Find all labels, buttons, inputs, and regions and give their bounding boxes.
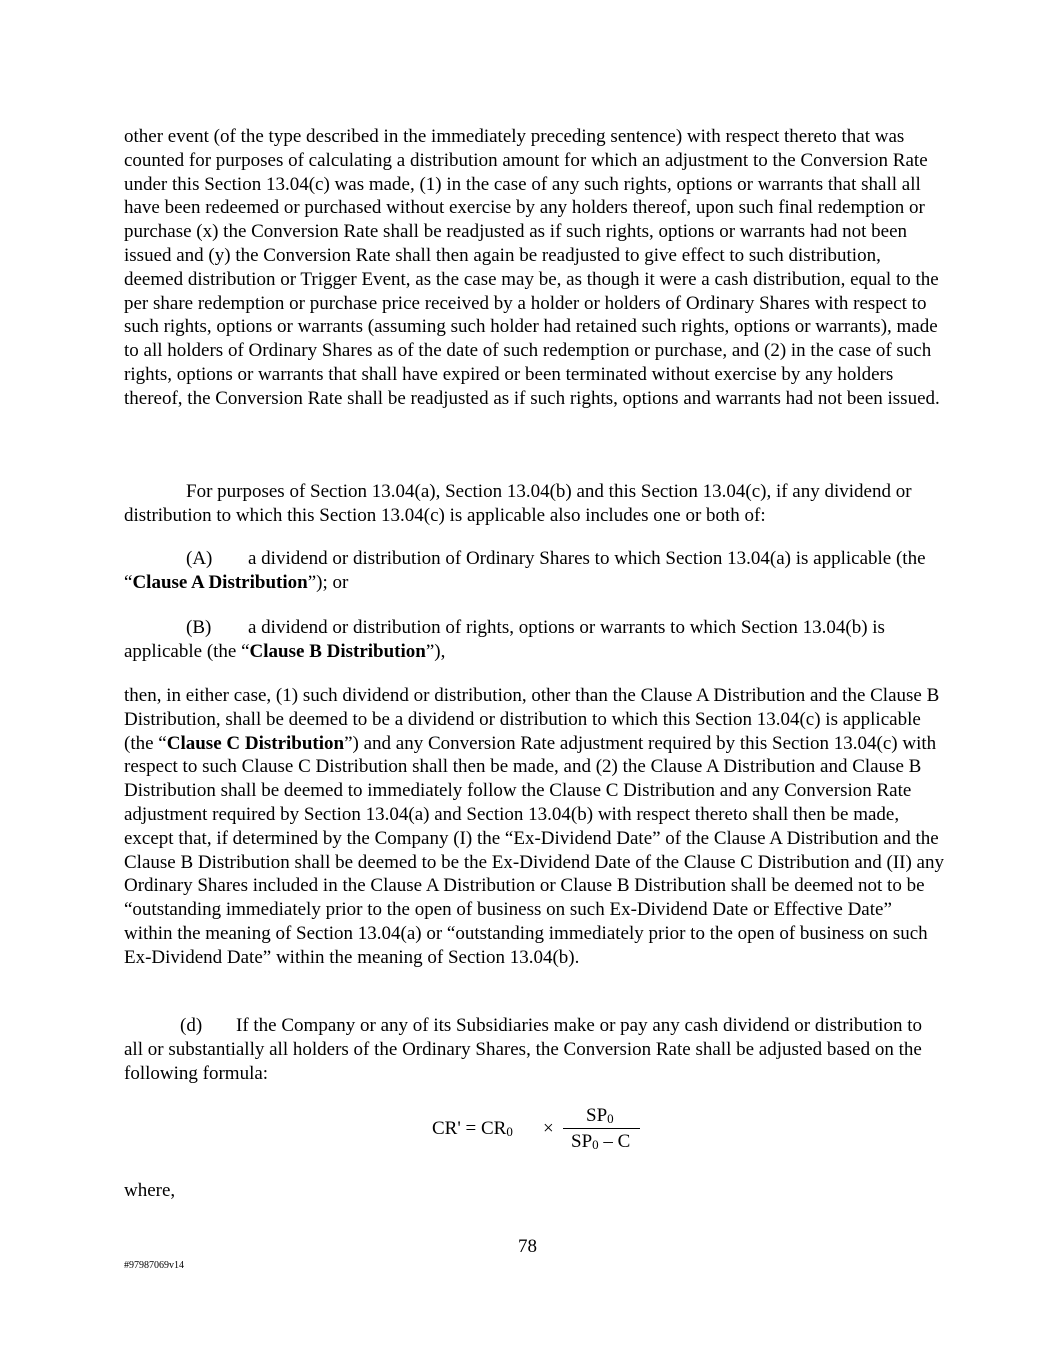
page-number: 78 (518, 1236, 537, 1257)
clause-a-label: (A) (186, 548, 213, 569)
formula-lhs-subscript: 0 (506, 1124, 513, 1139)
document-id: #97987069v14 (124, 1260, 184, 1271)
formula-fraction-bar (563, 1128, 640, 1129)
clause-b-text-end: ”), (425, 640, 446, 662)
clause-c-text: then, in either case, (1) such dividend or distribution, other than the Clause A Distribution and the Clause B Distribution, shall be deemed to be a dividend or distribution to which this Section 13.04(c) is applicable (the “ (124, 685, 940, 754)
clause-b-item (124, 616, 944, 664)
clause-b-defined-term: Clause B Distribution (249, 640, 426, 662)
formula-lhs-text: CR' = CR (432, 1118, 507, 1139)
formula-lhs (432, 1117, 513, 1141)
conversion-rate-formula (432, 1104, 652, 1154)
formula-numerator-text: SP (586, 1105, 608, 1126)
clause-c-text-end: ”) and any Conversion Rate adjustment required by this Section 13.04(c) with respect to such Clause C Distribution shall then be made, and (2) the Clause A Distribution and Clause B Distribution shall be deemed to immediately follow the Clause C Distribution and any Conversion Rate adjustment required by Section 13.04(a) and Section 13.04(b) with respect thereto shall then be made, except that, if determined by the Company (I) the “Ex-Dividend Date” of the Clause A Distribution and the Clause B Distribution shall be deemed to be the Ex-Dividend Date of the Clause C Distribution and (II) any Ordinary Shares included in the Clause A Distribution or Clause B Distribution shall be deemed not to be “outstanding immediately prior to the open of business on such Ex-Dividend Date or Effective Date” within the meaning of Section 13.04(a) or “outstanding immediately prior to the open of business on such Ex-Dividend Date” within the meaning of Section 13.04(b). (124, 732, 944, 968)
formula-denominator (571, 1130, 630, 1154)
clause-a-defined-term: Clause A Distribution (132, 571, 308, 593)
clause-a-text: a dividend or distribution of Ordinary Shares to which Section 13.04(a) is applicable (the “ (124, 548, 926, 593)
clause-c-defined-term: Clause C Distribution (166, 732, 345, 754)
section-d-label: (d) (180, 1015, 203, 1036)
clause-b-text: a dividend or distribution of rights, options or warrants to which Section 13.04(b) is applicable (the “ (124, 617, 885, 662)
formula-denominator-text: SP (571, 1131, 593, 1152)
formula-denominator-rest: – C (598, 1131, 631, 1152)
formula-denominator-subscript: 0 (592, 1137, 599, 1152)
section-d-paragraph (124, 1014, 944, 1085)
formula-numerator-subscript: 0 (607, 1111, 614, 1126)
clause-a-text-end: ”); or (307, 571, 349, 593)
formula-times-sign: × (543, 1118, 554, 1139)
paragraph-then-either-case (124, 684, 944, 970)
formula-numerator (586, 1104, 614, 1128)
paragraph-readjustment: other event (of the type described in the immediately preceding sentence) with respect thereto that was counted for purposes of calculating a distribution amount for which an adjustment to the Conversion Rate under this Section 13.04(c) was made, (1) in the case of any such rights, options or warrants that shall all have been redeemed or purchased without exercise by any holders thereof, upon such final redemption or purchase (x) the Conversion Rate shall be readjusted as if such rights, options or warrants had not been issued and (y) the Conversion Rate shall then again be readjusted to give effect to such distribution, deemed distribution or Trigger Event, as the case may be, as though it were a cash distribution, equal to the per share redemption or purchase price received by a holder or holders of Ordinary Shares with respect to such rights, options or warrants (assuming such holder had retained such rights, options or warrants), made to all holders of Ordinary Shares as of the date of such redemption or purchase, and (2) in the case of such rights, options or warrants that shall have expired or been terminated without exercise by any holders thereof, the Conversion Rate shall be readjusted as if such rights, options and warrants had not been issued. (124, 126, 940, 409)
section-d-text: If the Company or any of its Subsidiaries make or pay any cash dividend or distribution to all or substantially all holders of the Ordinary Shares, the Conversion Rate shall be adjusted based on the following formula: (124, 1015, 922, 1084)
clause-b-label: (B) (186, 617, 212, 638)
where-label: where, (124, 1180, 176, 1201)
paragraph-for-purposes: For purposes of Section 13.04(a), Section 13.04(b) and this Section 13.04(c), if any dividend or distribution to which this Section 13.04(c) is applicable also includes one or both of: (124, 481, 912, 526)
clause-a-item (124, 547, 944, 595)
